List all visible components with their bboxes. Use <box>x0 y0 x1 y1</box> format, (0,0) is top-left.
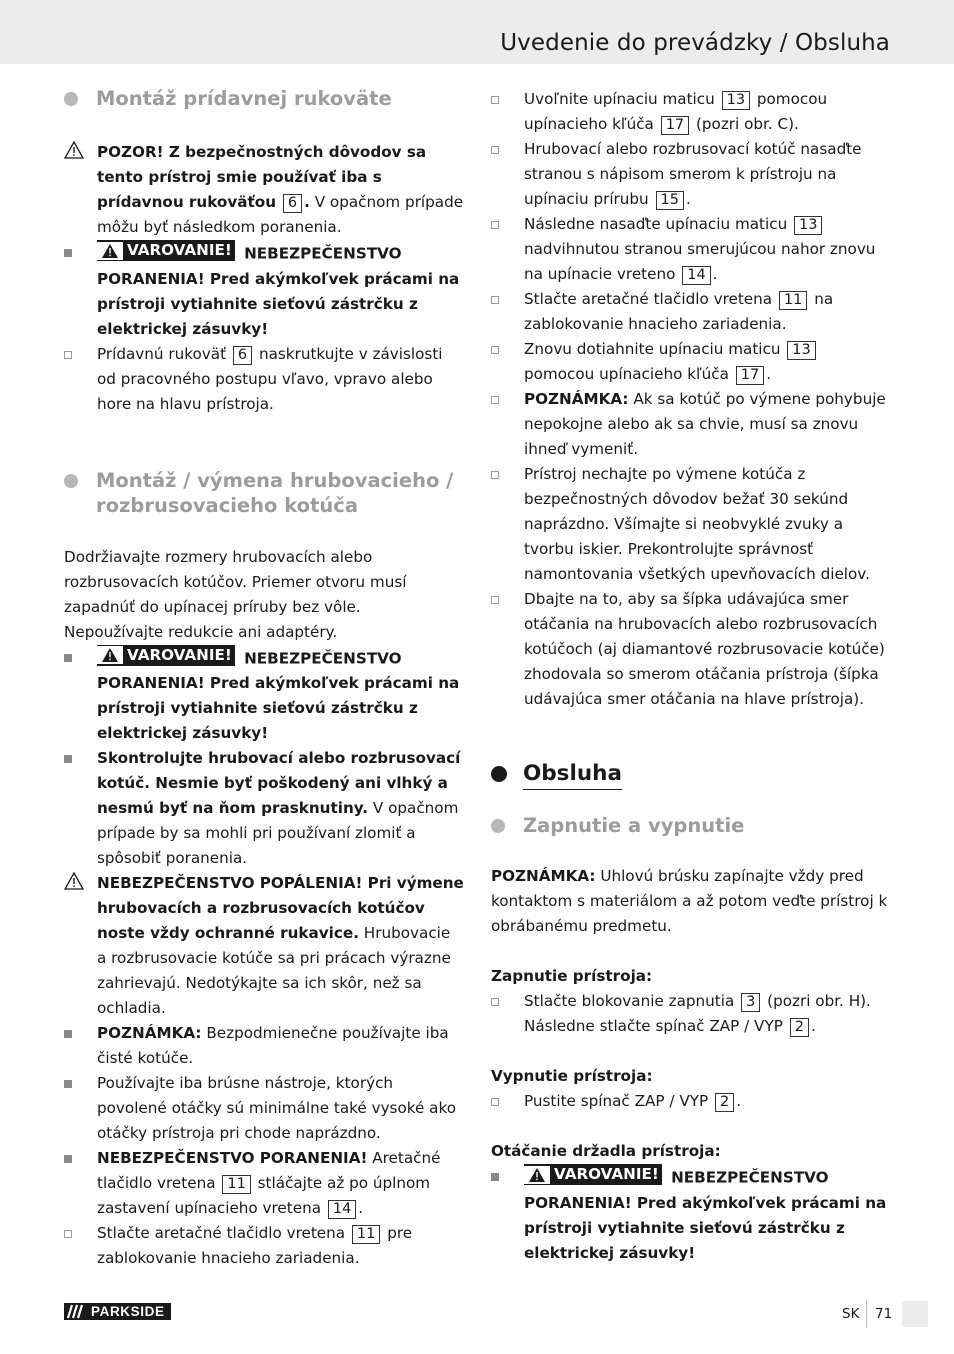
ref-15: 15 <box>656 191 684 210</box>
ref-14: 14 <box>682 266 710 285</box>
warning-text: NEBEZPEČENSTVO PORANENIA! Pred akýmkoľvek prácami na prístroji vytiahnite sieťovú zástrčku z elektrickej zásuvky! <box>524 1168 887 1262</box>
warning-text: NEBEZPEČENSTVO PORANENIA! Pred akýmkoľvek prácami na prístroji vytiahnite sieťovú zástrčku z elektrickej zásuvky! <box>97 649 460 742</box>
ref-3: 3 <box>741 993 760 1012</box>
ref-2: 2 <box>715 1093 734 1112</box>
ref-11: 11 <box>779 291 807 310</box>
bullet-open-square-icon <box>491 346 499 354</box>
list-item: Znovu dotiahnite upínaciu maticu 13 pomocou upínacieho kľúča 17 . <box>491 337 891 387</box>
bullet-dot-icon <box>64 92 78 106</box>
list-item: Dbajte na to, aby sa šípka udávajúca smer otáčania na hrubovacích alebo rozbrusovacích kotúčoch (aj diamantové rozbrusovacie kotúče) zhodovala so smerom otáčania prístroja (šípka udávajúca smer otáčania na hlave prístroja). <box>491 587 891 712</box>
list-item: POZNÁMKA: Bezpodmienečne používajte iba čisté kotúče. <box>64 1021 464 1071</box>
bullet-open-square-icon <box>491 596 499 604</box>
bullet-square-icon <box>64 1080 72 1088</box>
list-item: Uvoľnite upínaciu maticu 13 pomocou upínacieho kľúča 17 (pozri obr. C). <box>491 87 891 137</box>
bullet-square-icon <box>64 1030 72 1038</box>
caution-text: POZOR! Z bezpečnostných dôvodov sa tento prístroj smie používať iba s prídavnou rukoväťou <box>97 143 427 211</box>
ref-11: 11 <box>352 1225 380 1244</box>
caution-item: POZOR! Z bezpečnostných dôvodov sa tento prístroj smie používať iba s prídavnou rukoväťou 6 . V opačnom prípade môžu byť následkom poranenia. <box>64 140 464 240</box>
list-item: Pustite spínač ZAP / VYP 2 . <box>491 1089 891 1114</box>
bullet-square-icon <box>64 249 72 257</box>
bullet-open-square-icon <box>491 998 499 1006</box>
list-item: Stlačte aretačné tlačidlo vretena 11 pre zablokovanie hnacieho zariadenia. <box>64 1221 464 1271</box>
ref-17: 17 <box>661 116 689 135</box>
ref-11: 11 <box>222 1175 250 1194</box>
warning-text: NEBEZPEČENSTVO PORANENIA! Pred akýmkoľvek prácami na prístroji vytiahnite sieťovú zástrčku z elektrickej zásuvky! <box>97 244 460 338</box>
parkside-logo: PARKSIDE <box>64 1303 171 1320</box>
ref-17: 17 <box>736 366 764 385</box>
ref-6: 6 <box>283 194 302 213</box>
list-item: Prístroj nechajte po výmene kotúča z bezpečnostných dôvodov bežať 30 sekúnd naprázdno. Všímajte si neobvyklé zvuky a tvorbu iskier. Prekontrolujte správnosť namontovania všetkých upevňovacích dielov. <box>491 462 891 587</box>
page-header <box>0 0 954 64</box>
heading-mount-disc: Montáž / výmena hrubovacieho / rozbrusovacieho kotúča <box>64 468 464 518</box>
intro-paragraph: Dodržiavajte rozmery hrubovacích alebo rozbrusovacích kotúčov. Priemer otvoru musí zapadnúť do upínacej príruby bez vôle. Nepoužívajte redukcie ani adaptéry. <box>64 547 407 641</box>
ref-13: 13 <box>794 216 822 235</box>
bullet-open-square-icon <box>491 471 499 479</box>
bullet-square-icon <box>64 755 72 763</box>
list-item: NEBEZPEČENSTVO PORANENIA! Aretačné tlačidlo vretena 11 stláčajte až po úplnom zastavení upínacieho vretena 14 . <box>64 1146 464 1221</box>
warning-triangle-icon <box>524 1166 550 1184</box>
bullet-open-square-icon <box>491 221 499 229</box>
burn-warning-item: NEBEZPEČENSTVO POPÁLENIA! Pri výmene hrubovacích a rozbrusovacích kotúčov noste vždy ochranné rukavice. Hrubovacie a rozbrusovacie kotúče sa pri prácach výrazne zahrievajú. Nedotýkajte sa ich skôr, než sa ochladia. <box>64 871 464 1021</box>
left-column <box>64 82 464 1271</box>
list-item: Následne nasaďte upínaciu maticu 13 nadvihnutou stranou smerujúcou nahor znovu na upínacie vreteno 14 . <box>491 212 891 287</box>
ref-13: 13 <box>722 91 750 110</box>
list-item: Skontrolujte hrubovací alebo rozbrusovací kotúč. Nesmie byť poškodený ani vlhký a nesmú byť na ňom prasknutiny. V opačnom prípade by sa mohli pri používaní zlomiť a spôsobiť poranenia. <box>64 746 464 871</box>
warning-triangle-icon <box>64 871 97 896</box>
bullet-open-square-icon <box>491 296 499 304</box>
warning-badge: VAROVANIE! <box>97 645 235 666</box>
footer-language: SK <box>842 1306 860 1322</box>
warning-triangle-icon <box>97 242 123 260</box>
bullet-open-square-icon <box>491 146 499 154</box>
bullet-square-icon <box>64 654 72 662</box>
bullet-open-square-icon <box>491 1098 499 1106</box>
bullet-square-icon <box>491 1173 499 1181</box>
ref-2: 2 <box>790 1018 809 1037</box>
right-column <box>491 87 891 1266</box>
heading-switch: Zapnutie a vypnutie <box>491 813 891 838</box>
warning-triangle-icon <box>64 140 97 165</box>
bullet-dot-icon <box>64 474 78 488</box>
subheading-rotate: Otáčanie držadla prístroja: <box>491 1142 721 1160</box>
page-title: Uvedenie do prevádzky / Obsluha <box>500 30 890 56</box>
footer-tab-marker <box>902 1301 928 1327</box>
footer-divider <box>866 1300 867 1328</box>
ref-6: 6 <box>233 346 252 365</box>
bullet-open-square-icon <box>491 396 499 404</box>
warning-triangle-icon <box>97 646 123 664</box>
bullet-open-square-icon <box>64 351 72 359</box>
warning-item <box>491 1164 891 1266</box>
warning-badge: VAROVANIE! <box>524 1164 662 1185</box>
bullet-open-square-icon <box>64 1230 72 1238</box>
list-item: Používajte iba brúsne nástroje, ktorých povolené otáčky sú minimálne také vysoké ako otáčky prístroja pri chode naprázdno. <box>64 1071 464 1146</box>
logo-slashes-icon <box>64 1303 86 1320</box>
page-number: 71 <box>875 1306 893 1322</box>
heading-operation: Obsluha <box>491 760 891 790</box>
ref-14: 14 <box>328 1200 356 1219</box>
caution-rest: V opačnom prípade môžu byť následkom poranenia. <box>97 193 464 236</box>
list-item: Stlačte aretačné tlačidlo vretena 11 na zablokovanie hnacieho zariadenia. <box>491 287 891 337</box>
warning-item <box>64 240 464 342</box>
list-item: Prídavnú rukoväť 6 naskrutkujte v závislosti od pracovného postupu vľavo, vpravo alebo hore na hlavu prístroja. <box>64 342 464 417</box>
list-item: Stlačte blokovanie zapnutia 3 (pozri obr. H). Následne stlačte spínač ZAP / VYP 2 . <box>491 989 891 1039</box>
list-item: Hrubovací alebo rozbrusovací kotúč nasaďte stranou s nápisom smerom k prístroju na upínaciu prírubu 15 . <box>491 137 891 212</box>
note-paragraph: POZNÁMKA: Uhlovú brúsku zapínajte vždy pred kontaktom s materiálom a až potom veďte prístroj k obrábanému predmetu. <box>491 867 888 935</box>
warning-badge: VAROVANIE! <box>97 240 235 261</box>
heading-mount-handle: Montáž prídavnej rukoväte <box>64 86 464 111</box>
list-item: POZNÁMKA: Ak sa kotúč po výmene pohybuje nepokojne alebo ak sa chvie, musí sa znovu ihneď vymeniť. <box>491 387 891 462</box>
bullet-square-icon <box>64 1155 72 1163</box>
bullet-open-square-icon <box>491 96 499 104</box>
bullet-dot-icon <box>491 819 505 833</box>
bullet-dot-icon <box>491 766 507 782</box>
warning-item <box>64 645 464 747</box>
ref-13: 13 <box>787 341 815 360</box>
subheading-on: Zapnutie prístroja: <box>491 967 653 985</box>
subheading-off: Vypnutie prístroja: <box>491 1067 653 1085</box>
